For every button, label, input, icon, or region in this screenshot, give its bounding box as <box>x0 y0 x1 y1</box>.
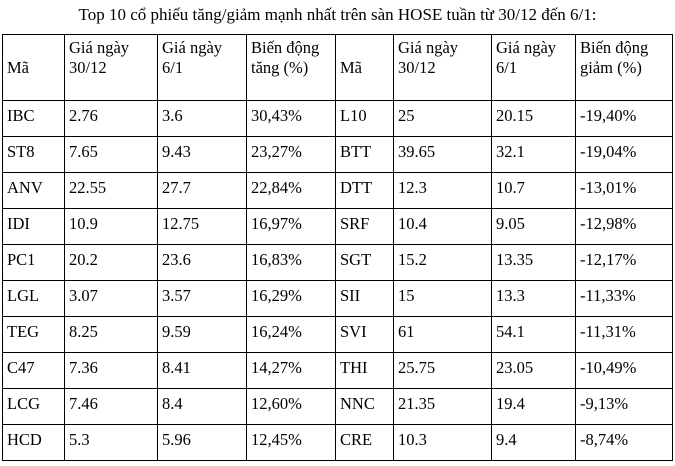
cell-loss-change: -8,74% <box>576 425 673 461</box>
cell-loss-code: SII <box>336 281 394 317</box>
cell-gain-code: C47 <box>3 353 65 389</box>
table-row <box>3 389 673 425</box>
cell-loss-code: CRE <box>336 425 394 461</box>
cell-gain-price-start: 20.2 <box>65 245 158 281</box>
cell-gain-change: 14,27% <box>247 353 336 389</box>
cell-loss-price-start: 25.75 <box>394 353 492 389</box>
cell-loss-code: DTT <box>336 173 394 209</box>
cell-loss-change: -19,40% <box>576 101 673 137</box>
cell-gain-price-start: 3.07 <box>65 281 158 317</box>
cell-loss-change: -19,04% <box>576 137 673 173</box>
cell-loss-price-end: 13.35 <box>492 245 576 281</box>
cell-gain-code: IBC <box>3 101 65 137</box>
cell-gain-price-start: 7.36 <box>65 353 158 389</box>
cell-loss-code: L10 <box>336 101 394 137</box>
cell-gain-code: LGL <box>3 281 65 317</box>
cell-gain-price-start: 10.9 <box>65 209 158 245</box>
cell-gain-change: 16,83% <box>247 245 336 281</box>
cell-loss-change: -11,31% <box>576 317 673 353</box>
cell-loss-code: NNC <box>336 389 394 425</box>
cell-loss-code: SGT <box>336 245 394 281</box>
cell-gain-change: 12,60% <box>247 389 336 425</box>
cell-gain-change: 16,24% <box>247 317 336 353</box>
header-gain-price-start: Giá ngày 30/12 <box>65 35 158 101</box>
cell-loss-price-end: 23.05 <box>492 353 576 389</box>
cell-gain-price-end: 23.6 <box>158 245 247 281</box>
cell-loss-change: -11,33% <box>576 281 673 317</box>
cell-loss-code: SRF <box>336 209 394 245</box>
cell-loss-price-start: 15 <box>394 281 492 317</box>
cell-gain-price-end: 27.7 <box>158 173 247 209</box>
table-row <box>3 137 673 173</box>
cell-gain-change: 12,45% <box>247 425 336 461</box>
table-row <box>3 353 673 389</box>
cell-gain-price-end: 3.6 <box>158 101 247 137</box>
cell-loss-price-end: 10.7 <box>492 173 576 209</box>
cell-loss-price-start: 25 <box>394 101 492 137</box>
cell-gain-price-end: 8.4 <box>158 389 247 425</box>
cell-gain-price-end: 9.43 <box>158 137 247 173</box>
table-row <box>3 317 673 353</box>
cell-loss-code: THI <box>336 353 394 389</box>
cell-gain-price-end: 5.96 <box>158 425 247 461</box>
header-loss-code: Mã <box>336 35 394 101</box>
cell-gain-code: TEG <box>3 317 65 353</box>
header-loss-price-end: Giá ngày 6/1 <box>492 35 576 101</box>
cell-loss-price-end: 9.05 <box>492 209 576 245</box>
cell-loss-change: -12,17% <box>576 245 673 281</box>
cell-loss-code: BTT <box>336 137 394 173</box>
cell-loss-price-start: 10.3 <box>394 425 492 461</box>
cell-gain-price-end: 3.57 <box>158 281 247 317</box>
cell-gain-price-end: 12.75 <box>158 209 247 245</box>
cell-loss-price-start: 15.2 <box>394 245 492 281</box>
header-loss-price-start: Giá ngày 30/12 <box>394 35 492 101</box>
cell-gain-code: LCG <box>3 389 65 425</box>
cell-gain-code: ST8 <box>3 137 65 173</box>
cell-gain-price-end: 8.41 <box>158 353 247 389</box>
table-row <box>3 425 673 461</box>
cell-loss-price-end: 32.1 <box>492 137 576 173</box>
cell-loss-change: -10,49% <box>576 353 673 389</box>
header-row <box>3 35 673 101</box>
cell-loss-price-end: 9.4 <box>492 425 576 461</box>
cell-gain-code: PC1 <box>3 245 65 281</box>
cell-loss-change: -9,13% <box>576 389 673 425</box>
header-loss-change: Biến động giảm (%) <box>576 35 673 101</box>
cell-loss-price-end: 20.15 <box>492 101 576 137</box>
table-row <box>3 245 673 281</box>
cell-loss-price-end: 19.4 <box>492 389 576 425</box>
cell-gain-price-start: 5.3 <box>65 425 158 461</box>
cell-loss-price-end: 13.3 <box>492 281 576 317</box>
table-row <box>3 173 673 209</box>
stock-movers-table <box>2 34 673 461</box>
header-gain-price-end: Giá ngày 6/1 <box>158 35 247 101</box>
cell-gain-price-start: 7.46 <box>65 389 158 425</box>
table-row <box>3 101 673 137</box>
header-gain-change: Biến động tăng (%) <box>247 35 336 101</box>
cell-loss-change: -13,01% <box>576 173 673 209</box>
cell-loss-price-end: 54.1 <box>492 317 576 353</box>
cell-gain-price-start: 8.25 <box>65 317 158 353</box>
cell-gain-change: 30,43% <box>247 101 336 137</box>
header-gain-code: Mã <box>3 35 65 101</box>
cell-loss-price-start: 39.65 <box>394 137 492 173</box>
cell-gain-price-end: 9.59 <box>158 317 247 353</box>
cell-loss-price-start: 12.3 <box>394 173 492 209</box>
cell-gain-change: 16,97% <box>247 209 336 245</box>
cell-loss-price-start: 10.4 <box>394 209 492 245</box>
cell-loss-price-start: 21.35 <box>394 389 492 425</box>
cell-gain-code: ANV <box>3 173 65 209</box>
cell-gain-change: 23,27% <box>247 137 336 173</box>
cell-gain-price-start: 2.76 <box>65 101 158 137</box>
cell-gain-price-start: 22.55 <box>65 173 158 209</box>
cell-gain-change: 22,84% <box>247 173 336 209</box>
table-row <box>3 281 673 317</box>
cell-gain-code: IDI <box>3 209 65 245</box>
cell-gain-price-start: 7.65 <box>65 137 158 173</box>
table-row <box>3 209 673 245</box>
cell-gain-change: 16,29% <box>247 281 336 317</box>
cell-gain-code: HCD <box>3 425 65 461</box>
table-caption: Top 10 cổ phiếu tăng/giảm mạnh nhất trên sàn HOSE tuần từ 30/12 đến 6/1: <box>78 5 597 24</box>
cell-loss-price-start: 61 <box>394 317 492 353</box>
cell-loss-change: -12,98% <box>576 209 673 245</box>
cell-loss-code: SVI <box>336 317 394 353</box>
